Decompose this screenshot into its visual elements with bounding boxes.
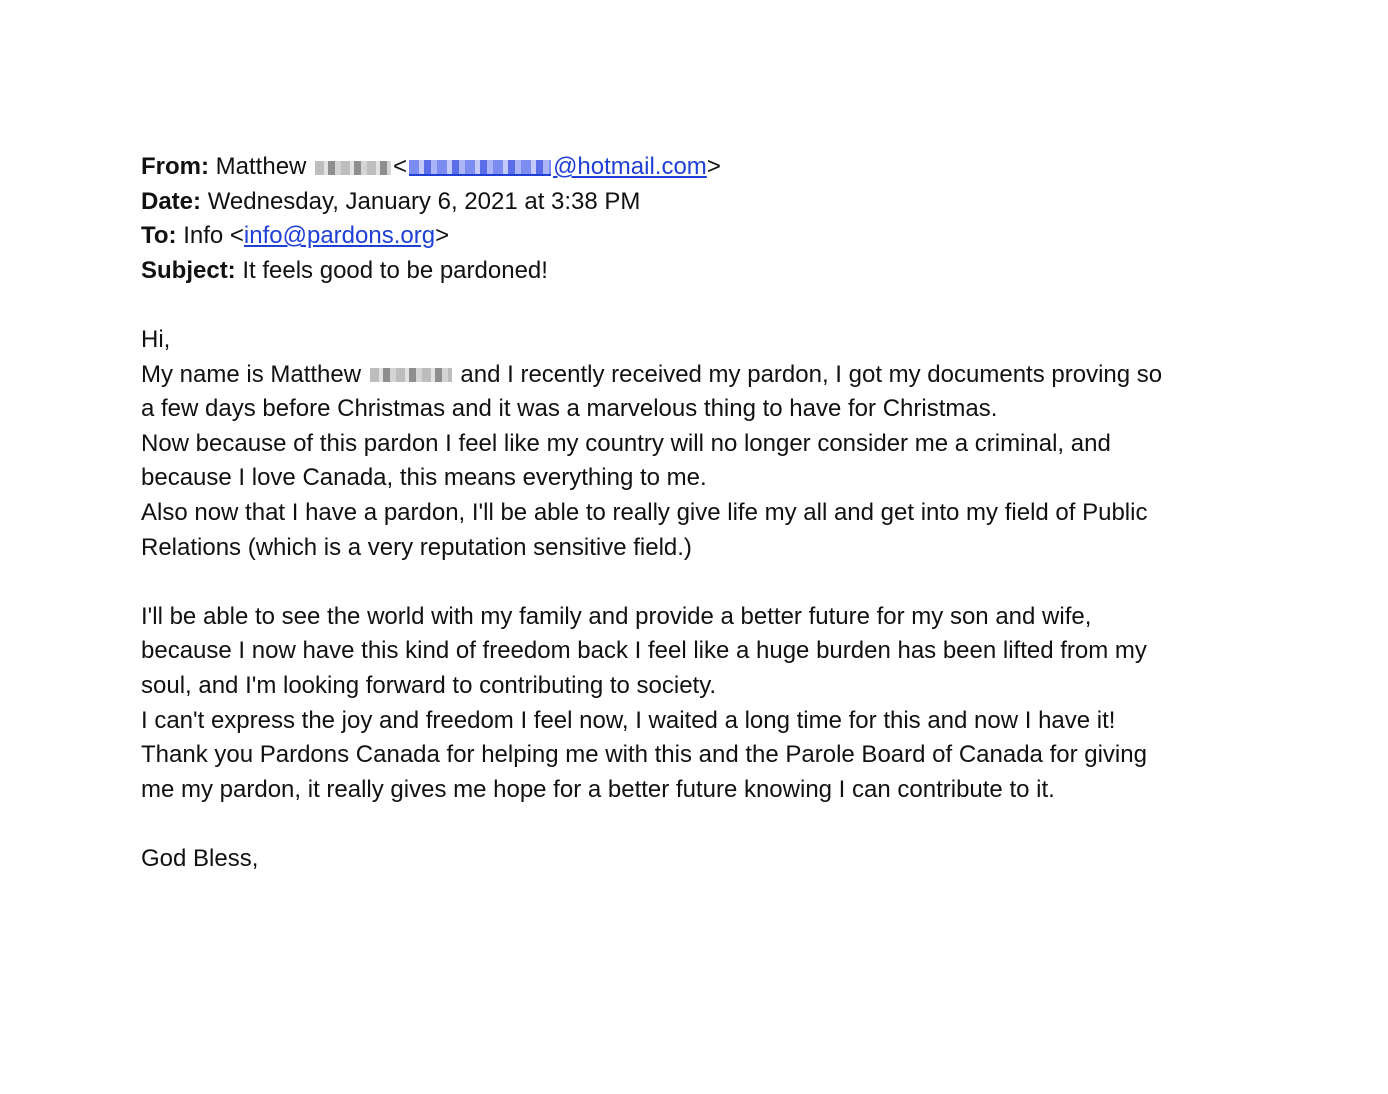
p1-start: My name is Matthew — [141, 360, 362, 388]
spacer — [141, 807, 1251, 842]
spacer — [141, 565, 1251, 600]
from-label: From: — [141, 153, 209, 180]
redacted-email-user — [409, 160, 551, 176]
to-email-close-bracket: > — [435, 222, 450, 250]
paragraph-3-line-1: Also now that I have a pardon, I'll be able to really give life my all and get into my field of Public — [141, 498, 1148, 526]
spacer — [141, 288, 1251, 323]
from-email-close-bracket: > — [706, 153, 721, 180]
paragraph-4-line-3: soul, and I'm looking forward to contributing to society. — [141, 671, 717, 699]
paragraph-5-line-1: I can't express the joy and freedom I feel now, I waited a long time for this and now I have it! — [141, 706, 1116, 734]
redacted-surname-body — [370, 368, 452, 382]
paragraph-2-line-2: because I love Canada, this means everything to me. — [141, 464, 707, 492]
email-document — [141, 150, 1251, 876]
to-label: To: — [141, 222, 177, 250]
paragraph-1-line-1 — [141, 358, 1251, 393]
from-email-open-bracket: < — [393, 153, 408, 180]
paragraph-2-line-1: Now because of this pardon I feel like my country will no longer consider me a criminal, and — [141, 429, 1111, 457]
paragraph-6-line-1: Thank you Pardons Canada for helping me with this and the Parole Board of Canada for giving — [141, 741, 1147, 769]
date-value: Wednesday, January 6, 2021 at 3:38 PM — [207, 187, 641, 215]
closing: God Bless, — [141, 844, 259, 872]
paragraph-6-line-2: me my pardon, it really gives me hope for a better future knowing I can contribute to it. — [141, 775, 1055, 803]
paragraph-3-line-2: Relations (which is a very reputation sensitive field.) — [141, 533, 692, 561]
from-name: Matthew — [215, 153, 307, 180]
to-email-open-bracket: < — [223, 222, 244, 250]
date-line — [141, 185, 1251, 220]
from-email-domain: @hotmail.com — [553, 153, 707, 180]
p1-rest: and I recently received my pardon, I got my documents proving so — [460, 360, 1163, 388]
greeting: Hi, — [141, 325, 171, 353]
to-line — [141, 219, 1251, 254]
paragraph-1-line-2: a few days before Christmas and it was a marvelous thing to have for Christmas. — [141, 395, 998, 423]
paragraph-4-line-1: I'll be able to see the world with my family and provide a better future for my son and wife, — [141, 602, 1092, 630]
from-email-link[interactable] — [407, 153, 707, 180]
subject-value: It feels good to be pardoned! — [242, 256, 548, 284]
subject-label: Subject: — [141, 256, 236, 284]
subject-line — [141, 254, 1251, 289]
date-label: Date: — [141, 187, 202, 215]
to-email-link[interactable]: info@pardons.org — [243, 222, 436, 250]
redacted-surname — [315, 161, 391, 175]
paragraph-4-line-2: because I now have this kind of freedom back I feel like a huge burden has been lifted from my — [141, 637, 1147, 665]
to-name: Info — [183, 222, 224, 250]
from-line — [141, 150, 1251, 185]
